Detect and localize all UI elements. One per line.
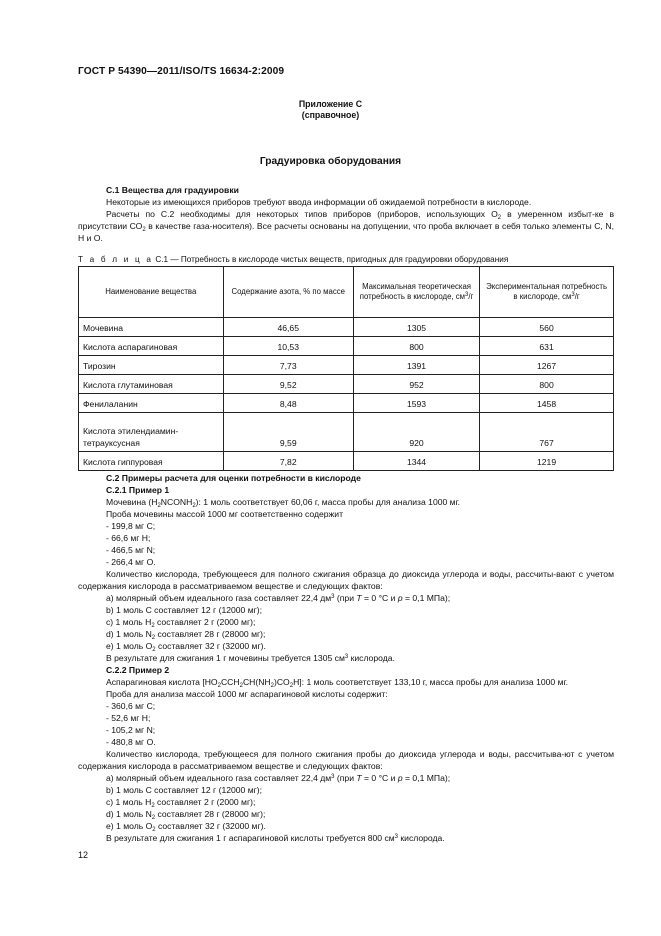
cell-exp: 560	[480, 318, 614, 337]
table-row	[79, 452, 614, 471]
table-header-row	[79, 267, 614, 318]
header-exp-demand: Экспериментальная потребность в кислороде, $см^3/г$	[480, 267, 614, 318]
list-item: - 466,5 мг N;	[106, 545, 156, 555]
paragraph: Количество кислорода, требующееся для полного сжигания образца до диоксида углерода и воды, рассчиты-вают с учетом содержания кислорода в рассматриваемом веществе и следующих фактов:	[78, 569, 614, 591]
annex-title: Приложение С	[298, 99, 363, 109]
list-item: - 52,6 мг Н;	[106, 713, 151, 723]
section-heading: С.1 Вещества для градуировки	[106, 185, 239, 195]
annex-type: (справочное)	[301, 110, 360, 120]
list-item: - 199,8 мг С;	[106, 521, 156, 531]
list-item: e) 1 моль $О_2$ составляет 32 г (32000 мг).	[106, 821, 266, 833]
cell-max: 1305	[353, 318, 479, 337]
annex-label	[0, 99, 661, 121]
table-row	[79, 356, 614, 375]
cell-max: 952	[353, 375, 479, 394]
list-item: - 360,6 мг С;	[106, 701, 156, 711]
list-item: - 105,2 мг N;	[106, 725, 156, 735]
list-item: a) молярный объем идеального газа составляет 22,4 $дм^3$ (при T = 0 °С и p = 0,1 МПа);	[106, 593, 451, 603]
list-item: - 480,8 мг О.	[106, 737, 156, 747]
cell-nitrogen: 46,65	[223, 318, 353, 337]
cell-max: 1391	[353, 356, 479, 375]
example-1-heading: С.2.1 Пример 1	[106, 485, 170, 495]
cell-max: 1344	[353, 452, 479, 471]
table-caption: Т а б л и ц а С.1 — Потребность в кислороде чистых веществ, пригодных для градуировки оборудования	[78, 255, 509, 264]
paragraph: Проба мочевины массой 1000 мг соответственно содержит	[106, 509, 344, 519]
paragraph: Некоторые из имеющихся приборов требуют ввода информации об ожидаемой потребности в кислороде.	[106, 197, 532, 207]
cell-substance: Тирозин	[79, 356, 224, 375]
cell-nitrogen: 10,53	[223, 337, 353, 356]
cell-exp: 631	[480, 337, 614, 356]
cell-exp: 1219	[480, 452, 614, 471]
cell-nitrogen: 9,59	[223, 413, 353, 452]
cell-nitrogen: 7,82	[223, 452, 353, 471]
list-item: d) 1 моль $N_2$ составляет 28 г (28000 мг);	[106, 809, 266, 821]
cell-substance: Кислота этилендиамин-тетрауксусная	[79, 413, 224, 452]
section-c1	[78, 184, 614, 244]
table-row	[79, 375, 614, 394]
list-item: e) 1 моль $О_2$ составляет 32 г (32000 мг).	[106, 641, 266, 653]
list-item: c) 1 моль $Н_2$ составляет 2 г (2000 мг);	[106, 617, 256, 629]
paragraph: В результате для сжигания 1 г аспарагиновой кислоты требуется 800 $см^3$ кислорода.	[106, 833, 445, 843]
cell-max: 1593	[353, 394, 479, 413]
cell-substance: Фенилаланин	[79, 394, 224, 413]
page-number: 12	[78, 850, 89, 860]
example-2-heading: С.2.2 Пример 2	[106, 665, 170, 675]
cell-exp: 800	[480, 375, 614, 394]
cell-nitrogen: 8,48	[223, 394, 353, 413]
header-max-demand: Максимальная теоретическая потребность в кислороде, $см^3/г$	[353, 267, 479, 318]
table-row	[79, 337, 614, 356]
cell-substance: Мочевина	[79, 318, 224, 337]
list-item: b) 1 моль С составляет 12 г (12000 мг);	[106, 785, 263, 795]
page-title: Градуировка оборудования	[259, 156, 402, 167]
list-item: b) 1 моль С составляет 12 г (12000 мг);	[106, 605, 263, 615]
cell-exp: 1458	[480, 394, 614, 413]
paragraph: Количество кислорода, требующееся для полного сжигания пробы до диоксида углерода и воды, рассчитыва-ют с учетом содержания кислорода в рассматриваемом веществе и следующих фактов:	[78, 749, 614, 771]
paragraph: Мочевина $(H_2NCONH_2)$: 1 моль соответствует 60,06 г, масса пробы для анализа 1000 мг.	[106, 497, 461, 509]
section-c2	[78, 472, 614, 844]
header-nitrogen: Содержание азота, % по массе	[223, 267, 353, 318]
list-item: - 66,6 мг Н;	[106, 533, 151, 543]
cell-nitrogen: 9,52	[223, 375, 353, 394]
list-item: a) молярный объем идеального газа составляет 22,4 $дм^3$ (при T = 0 °С и p = 0,1 МПа);	[106, 773, 451, 783]
list-item: c) 1 моль $Н_2$ составляет 2 г (2000 мг);	[106, 797, 256, 809]
cell-substance: Кислота гиппуровая	[79, 452, 224, 471]
cell-exp: 1267	[480, 356, 614, 375]
document-header: ГОСТ Р 54390—2011/ISO/TS 16634-2:2009	[78, 66, 285, 77]
paragraph: Проба для анализа массой 1000 мг аспарагиновой кислоты содержит:	[106, 689, 388, 699]
list-item: d) 1 моль $N_2$ составляет 28 г (28000 мг);	[106, 629, 266, 641]
paragraph: Аспарагиновая кислота $[HO_2CCH_2CH(NH_2)CO_2H]$: 1 моль соответствует 133,10 г, масса пробы для анализа 1000 мг.	[106, 677, 568, 689]
cell-max: 800	[353, 337, 479, 356]
table-row	[79, 394, 614, 413]
list-item: - 266,4 мг О.	[106, 557, 156, 567]
table-row	[79, 318, 614, 337]
header-substance: Наименование вещества	[79, 267, 224, 318]
cell-substance: Кислота глутаминовая	[79, 375, 224, 394]
paragraph: Расчеты по С.2 необходимы для некоторых типов приборов (приборов, использующих $О_2$ в умеренном избыт-ке в присутствии $СО_2$ в качестве газа-носителя). Все расчеты основаны на допущении, что проба включает в себя только элементы С, N, Н и О.	[78, 209, 615, 243]
cell-exp: 767	[480, 413, 614, 452]
oxygen-demand-table	[78, 266, 614, 471]
cell-max: 920	[353, 413, 479, 452]
paragraph: В результате для сжигания 1 г мочевины требуется 1305 $см^3$ кислорода.	[106, 653, 395, 663]
section-heading: С.2 Примеры расчета для оценки потребности в кислороде	[106, 473, 361, 483]
cell-substance: Кислота аспарагиновая	[79, 337, 224, 356]
table-row	[79, 413, 614, 452]
cell-nitrogen: 7,73	[223, 356, 353, 375]
